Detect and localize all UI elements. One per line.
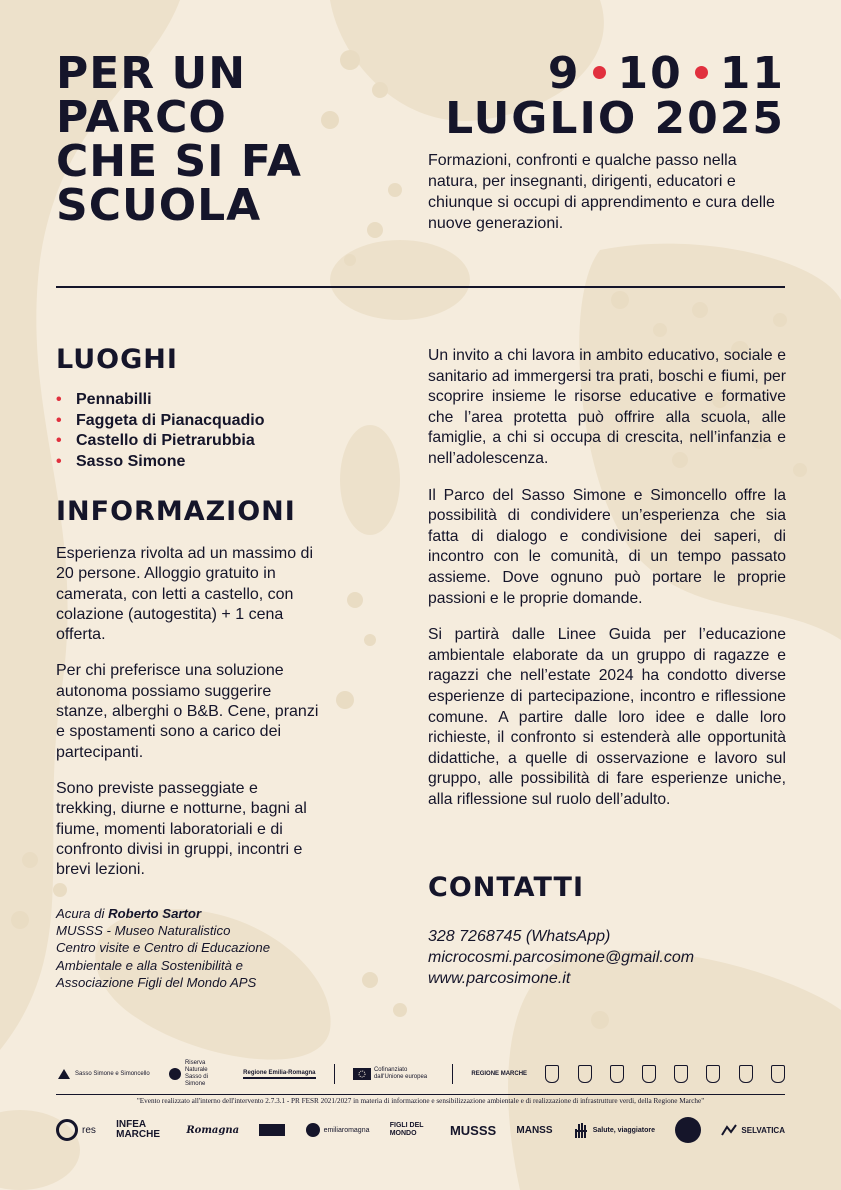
credit-name: Roberto Sartor — [108, 906, 202, 921]
logo-romagna: Romagna — [186, 1124, 240, 1136]
comune-crest-icon — [739, 1065, 753, 1083]
event-dates — [445, 48, 785, 144]
logo-separator — [334, 1064, 335, 1084]
place-item: • Castello di Pietrarubbia — [56, 431, 264, 452]
logo-punto — [675, 1117, 701, 1143]
contact-phone[interactable]: 328 7268745 (WhatsApp) — [428, 928, 611, 945]
comune-crest-icon — [578, 1065, 592, 1083]
logo-infea: INFEA MARCHE — [116, 1119, 161, 1140]
body-paragraph: Un invito a chi lavora in ambito educativo, sociale e sanitario ad immergersi tra prati, boschi e fiumi, per scoprire insieme le risorse educative e formative che l’area protetta può offrire alla scuola, alle famiglie, a chi si occupa di crescita, nell’infanzia e nell’adolescenza. — [428, 347, 786, 467]
credit-line: Associazione Figli del Mondo APS — [56, 974, 257, 990]
punto-logo-icon — [675, 1117, 701, 1143]
comune-crest-icon — [642, 1065, 656, 1083]
via-emilia-logo-icon — [259, 1124, 285, 1136]
title-line-4: SCUOLA — [56, 180, 262, 231]
date-separator-dot — [695, 66, 708, 79]
comune-crest-icon — [610, 1065, 624, 1083]
title-line-3: CHE SI FA — [56, 136, 302, 187]
contact-website[interactable]: www.parcosimone.it — [428, 970, 571, 987]
contatti-heading: CONTATTI — [428, 872, 584, 903]
date-separator-dot — [593, 66, 606, 79]
comune-crest-icon — [674, 1065, 688, 1083]
info-paragraph: Per chi preferisce una soluzione autonoma possiamo suggerire stanze, alberghi o B&B. Cene, pranzi e spostamenti sono a carico dei partecipanti. — [56, 662, 319, 761]
logo-ue: Cofinanziato dall'Unione europea — [353, 1067, 434, 1081]
funding-note: "Evento realizzato all'interno dell'intervento 2.7.3.1 - PR FESR 2021/2027 in materia di informazione e sensibilizzazione ambientale e di realizzazione di infrastrutture verdi, della Regione Marche" — [56, 1094, 785, 1105]
comune-crest-icon — [706, 1065, 720, 1083]
day-1: 9 — [547, 48, 581, 99]
logo-parco: Sasso Simone e Simoncello — [56, 1067, 150, 1081]
contacts-block — [428, 926, 694, 989]
logo-separator — [452, 1064, 453, 1084]
cres-logo-icon — [56, 1119, 78, 1141]
luoghi-heading: LUOGHI — [56, 344, 178, 375]
place-item: • Sasso Simone — [56, 452, 264, 473]
informazioni-heading: INFORMAZIONI — [56, 496, 296, 527]
selvatica-logo-icon — [721, 1124, 737, 1136]
day-2: 10 — [617, 48, 683, 99]
day-3: 11 — [719, 48, 785, 99]
logo-cres: res — [56, 1119, 96, 1141]
parco-logo-icon — [56, 1067, 72, 1081]
title-line-2: PARCO — [56, 92, 227, 143]
eu-flag-icon — [353, 1068, 371, 1080]
divider — [56, 286, 785, 288]
partner-logos-row-2 — [56, 1113, 785, 1147]
info-paragraph: Sono previste passeggiate e trekking, diurne e notturne, bagni al fiume, momenti laboratoriali e di confronto divisi in gruppi, incontri e brevi lezioni. — [56, 779, 307, 879]
logo-regione-marche: REGIONE MARCHE — [471, 1070, 528, 1077]
description-text — [428, 346, 786, 826]
intro-text: Formazioni, confronti e qualche passo nella natura, per insegnanti, dirigenti, educatori e chiunque si occupi di apprendimento e cura delle nuove generazioni. — [428, 152, 775, 232]
informazioni-text — [56, 544, 321, 896]
logo-regione-er: Regione Emilia-Romagna — [243, 1070, 315, 1079]
place-item: • Pennabilli — [56, 390, 264, 411]
partner-logos-row-1 — [56, 1057, 785, 1091]
body-paragraph: Il Parco del Sasso Simone e Simoncello offre la possibilità di condividere un’esperienza che sia fatta di dialogo e condivisione dei saperi, di incontro con le comunità, di un tempo passato assieme. Dove ognuno può portare le proprie passioni e le proprie domande. — [428, 486, 786, 607]
info-paragraph: Esperienza rivolta ad un massimo di 20 persone. Alloggio gratuito in camerata, con letti a castello, con colazione (autogestita) + 1 cena offerta. — [56, 545, 314, 644]
logo-salute: Salute, viaggiatore — [573, 1121, 655, 1139]
places-list — [56, 390, 264, 472]
comune-crest-icon — [771, 1065, 785, 1083]
hand-icon — [573, 1121, 589, 1139]
credit-line: Ambientale e alla Sostenibilità e — [56, 957, 243, 973]
emiliaromagna-logo-icon — [306, 1123, 320, 1137]
credit-block — [56, 905, 336, 991]
logo-riserva: Riserva Naturale Sasso di Simone — [168, 1060, 225, 1088]
place-item: • Faggeta di Pianacquadio — [56, 411, 264, 432]
poster-title — [56, 48, 356, 231]
title-line-1: PER UN — [56, 48, 247, 99]
event-month-year: LUGLIO 2025 — [445, 93, 785, 144]
comune-crest-icon — [545, 1065, 559, 1083]
body-paragraph: Si partirà dalle Linee Guida per l’educazione ambientale elaborate da un gruppo di ragazze e ragazzi che nell’estate 2024 ha condotto diverse esperienze di partecipazione, incontro e riflessione comune. A partire dalle loro idee e dalle loro richieste, il confronto si estenderà alle opportunità didattiche, a quelle di osservazione e lavoro sul gruppo, alle possibilità di fare esperienze uniche, alla riflessione sul ruolo dell’adulto. — [428, 626, 786, 808]
logo-musss: MUSSS — [449, 1122, 497, 1138]
contact-email[interactable]: microcosmi.parcosimone@gmail.com — [428, 949, 695, 966]
logo-manss: MANSS — [516, 1124, 553, 1136]
logo-selvatica: SELVATICA — [721, 1124, 785, 1136]
credit-line: Centro visite e Centro di Educazione — [56, 940, 271, 956]
event-days — [445, 48, 785, 99]
riserva-logo-icon — [168, 1067, 182, 1081]
logo-via-emilia — [259, 1124, 285, 1136]
logo-emiliaromagna: emiliaromagna — [306, 1123, 370, 1137]
logo-figli-del-mondo: FIGLI DEL MONDO — [389, 1122, 424, 1137]
credit-prefix: Acura di — [56, 906, 105, 921]
credit-line: MUSSS - Museo Naturalistico — [56, 923, 231, 939]
